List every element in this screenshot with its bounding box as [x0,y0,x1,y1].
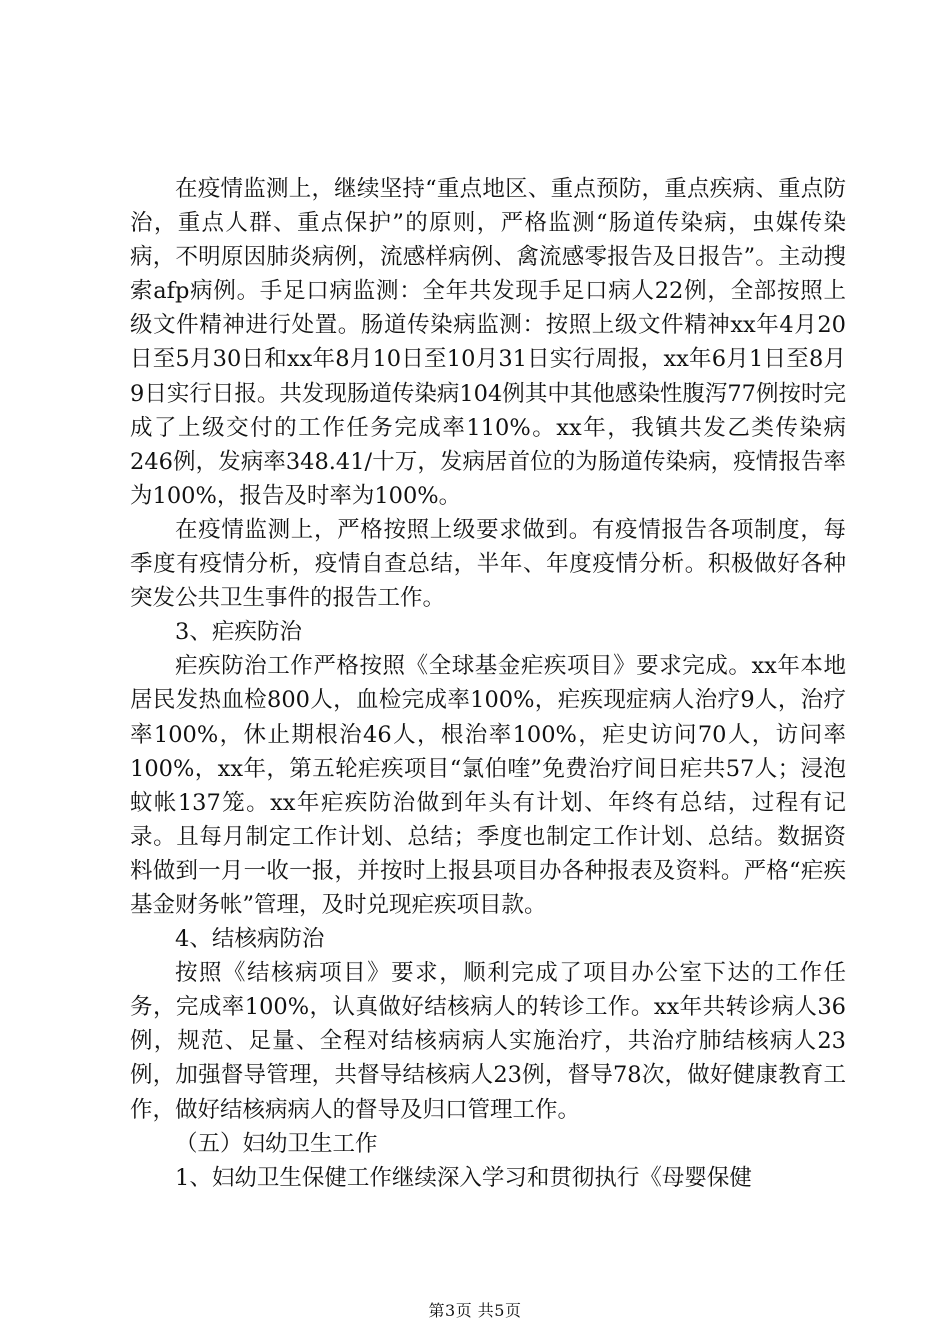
paragraph-maternal-child-health: 1、妇幼卫生保健工作继续深入学习和贯彻执行《母婴保健 [175,1164,752,1191]
heading-tuberculosis-control: 4、结核病防治 [175,926,325,953]
page-number: 第3页 共5页 [428,1301,522,1320]
heading-malaria-control: 3、疟疾防治 [175,619,302,646]
paragraph-epidemic-reporting: 在疫情监测上，严格按照上级要求做到。有疫情报告各项制度，每季度有疫情分析，疫情自查总结，半年、年度疫情分析。积极做好各种突发公共卫生事件的报告工作。 [130,516,846,612]
paragraph-malaria-control: 疟疾防治工作严格按照《全球基金疟疾项目》要求完成。xx年本地居民发热血检800人，血检完成率100%，疟疾现症病人治疗9人，治疗率100%，休止期根治46人，根治率100%，疟史访问70人，访问率100%，xx年，第五轮疟疾项目“氯伯喹”免费治疗间日疟共57人；浸泡蚊帐137笼。xx年疟疾防治做到年头有计划、年终有总结，过程有记录。且每月制定工作计划、总结；季度也制定工作计划、总结。数据资料做到一月一收一报，并按时上报县项目办各种报表及资料。严格“疟疾基金财务帐”管理，及时兑现疟疾项目款。 [130,653,846,918]
page-footer [0,1298,950,1321]
paragraph-tuberculosis-control: 按照《结核病项目》要求，顺利完成了项目办公室下达的工作任务，完成率100%，认真做好结核病人的转诊工作。xx年共转诊病人36例，规范、足量、全程对结核病病人实施治疗，共治疗肺结核病人23例，加强督导管理，共督导结核病人23例，督导78次，做好健康教育工作，做好结核病病人的督导及归口管理工作。 [130,960,846,1123]
document-body [130,172,846,1195]
heading-maternal-child-health: （五）妇幼卫生工作 [175,1130,378,1157]
paragraph-epidemic-monitoring: 在疫情监测上，继续坚持“重点地区、重点预防，重点疾病、重点防治，重点人群、重点保护”的原则，严格监测“肠道传染病，虫媒传染病，不明原因肺炎病例，流感样病例、禽流感零报告及日报告”。主动搜索afp病例。手足口病监测：全年共发现手足口病人22例，全部按照上级文件精神进行处置。肠道传染病监测：按照上级文件精神xx年4月20日至5月30日和xx年8月10日至10月31日实行周报，xx年6月1日至8月9日实行日报。共发现肠道传染病104例其中其他感染性腹泻77例按时完成了上级交付的工作任务完成率110%。xx年，我镇共发乙类传染病246例，发病率348.41/十万，发病居首位的为肠道传染病，疫情报告率为100%，报告及时率为100%。 [130,176,846,509]
